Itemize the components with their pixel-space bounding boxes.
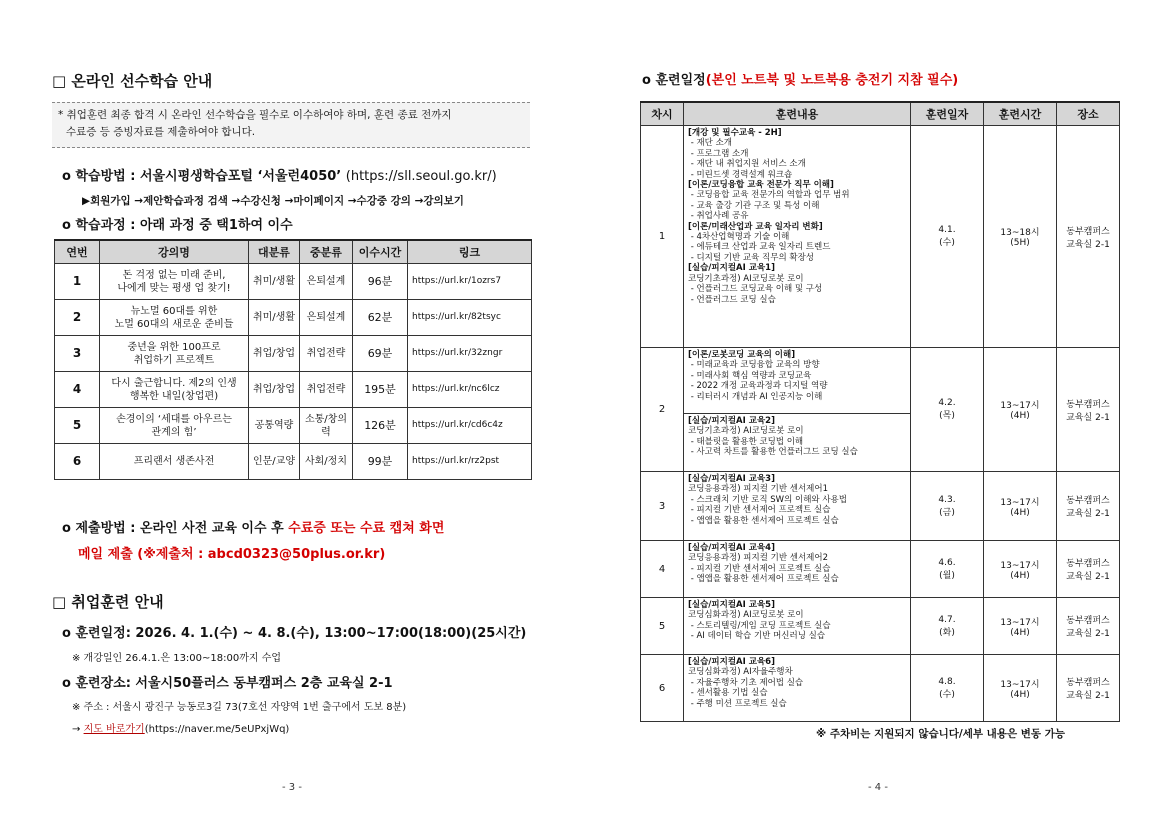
date-line: (수) [939,238,955,248]
session-content-line: - 미린드셋 경력설계 워크숍 [688,169,793,180]
col-header: 중분류 [300,240,353,264]
session-content [684,598,911,655]
date-line: (목) [939,411,955,421]
session-content-line: - 앱앱을 활용한 센서제어 프로젝트 실습 [688,515,839,526]
session-date [911,126,984,348]
session-time [984,472,1057,541]
course-link[interactable]: https://url.kr/nc6lcz [408,372,532,408]
course-name-line: 돈 걱정 없는 미래 준비, [122,269,226,281]
notice-line-1: * 취업훈련 최종 합격 시 온라인 선수학습을 필수로 이수하여야 하며, 훈련 종료 전까지 [58,109,452,121]
table-row [55,372,532,408]
course-name-line: 취업하기 프로젝트 [133,354,215,366]
time-line: 13~18시 [1000,228,1040,238]
session-content [684,348,911,472]
course-category: 취업/창업 [249,336,300,372]
study-steps: ▶회원가입 →제안학습과정 검색 →수강신청 →마이페이지 →수강중 강의 →강의보기 [82,195,464,207]
schedule-title [642,69,958,88]
place-line: 동부캠퍼스 [1066,496,1110,506]
schedule-title-red: (본인 노트북 및 노트북용 충전기 지참 필수) [705,73,959,88]
session-content-line: [실습/피지컬AI 교육2] [688,416,775,426]
date-line: 4.7. [938,614,956,625]
arrow-icon: → [72,724,81,735]
session-no: 4 [641,541,684,598]
session-content-line: - 센서활용 기법 실습 [688,688,768,699]
time-line: 13~17시 [1000,401,1040,411]
col-header: 이수시간 [353,240,408,264]
place-line: 교육실 2-1 [1066,572,1110,582]
session-content-line: [이론/미래산업과 교육 일자리 변화] [688,221,823,232]
course-name [100,300,249,336]
course-name-line: 나에게 맞는 평생 업 찾기! [117,282,231,294]
schedule-header-row [641,102,1120,126]
session-content-line: [실습/피지컬AI 교육4] [688,543,775,553]
place-line: 교육실 2-1 [1066,509,1110,519]
course-link[interactable]: https://url.kr/82tsyc [408,300,532,336]
place-line: 교육실 2-1 [1066,691,1110,701]
session-content-line: - 언플러그드 코딩교육 이해 및 구성 [688,284,823,295]
course-name-line: 다시 출근합니다. 제2의 인생 [111,377,237,389]
session-place [1057,472,1120,541]
course-name-line: 뉴노멀 60대를 위한 [130,305,218,317]
session-content-line: 코딩심화과정) AI코딩로봇 로이 [688,610,804,621]
date-line: 4.8. [938,676,956,687]
session-content-part [684,414,910,460]
session-content-line: - 피지컬 기반 센서제어 프로젝트 실습 [688,505,831,516]
session-content [684,541,911,598]
date-line: 4.6. [938,557,956,568]
session-no: 5 [641,598,684,655]
row-no: 1 [55,264,100,300]
session-content-line: - 미래교육과 코딩융합 교육의 방향 [688,360,820,371]
session-content-line: - 4차산업혁명과 기술 이해 [688,232,790,243]
col-header: 강의명 [100,240,249,264]
time-line: (4H) [1010,627,1030,638]
session-date [911,348,984,472]
session-content-line: [이론/로봇코딩 교육의 이해] [688,350,796,360]
course-time: 69분 [353,336,408,372]
course-category: 취업/창업 [249,372,300,408]
page-number-left: - 3 - [282,782,302,793]
place-line: 동부캠퍼스 [1066,616,1110,626]
course-category: 취미/생활 [249,300,300,336]
course-name-line: 관계의 힘’ [151,426,197,438]
schedule-note: ※ 개강일인 26.4.1.은 13:00~18:00까지 수업 [72,653,282,664]
table-header-row [55,240,532,264]
course-category: 취미/생활 [249,264,300,300]
date-line: (월) [939,570,955,581]
session-row [641,348,1120,472]
course-name-line: 행복한 내일(창업편) [129,390,219,402]
col-header: 장소 [1057,102,1120,126]
session-place [1057,541,1120,598]
course-table [54,239,532,480]
course-name [100,336,249,372]
session-content-line: [개강 및 필수교육 - 2H] [688,128,782,138]
session-row [641,472,1120,541]
course-name-line: 프리랜서 생존사전 [133,456,215,467]
session-content-line: - 재단 소개 [688,138,733,149]
session-content-line: - 주행 미션 프로젝트 실습 [688,698,787,709]
date-line: 4.1. [938,225,956,235]
course-name [100,264,249,300]
schedule-title-prefix: o 훈련일정 [642,73,706,88]
session-content-line: 코딩기초과정) AI코딩로봇 로이 [688,426,804,437]
row-no: 3 [55,336,100,372]
session-no: 2 [641,348,684,472]
session-content-line: - 프로그램 소개 [688,148,749,159]
col-header: 훈련일자 [911,102,984,126]
time-line: (4H) [1010,411,1030,421]
training-place: o 훈련장소: 서울시50플러스 동부캠퍼스 2층 교육실 2-1 [62,676,393,691]
place-line: 동부캠퍼스 [1066,559,1110,569]
session-content-line: 코딩기초과정) AI코딩로봇 로이 [688,273,804,284]
place-line: 동부캠퍼스 [1066,678,1110,688]
table-row [55,264,532,300]
course-subcategory: 은퇴설계 [300,300,353,336]
place-line: 동부캠퍼스 [1066,399,1110,410]
row-no: 6 [55,444,100,480]
session-time [984,655,1057,722]
row-no: 2 [55,300,100,336]
submit-red-text: 수료증 또는 수료 캡쳐 화면 [288,521,445,536]
course-time: 99분 [353,444,408,480]
session-content-line: - 코딩융합 교육 전문가의 역할과 업무 범위 [688,190,850,201]
time-line: (4H) [1010,570,1030,581]
session-content [684,472,911,541]
course-category: 공통역량 [249,408,300,444]
session-content-line: - 디지털 기반 교육 직무의 확장성 [688,252,815,263]
session-content-line: [실습/피지컬AI 교육5] [688,600,775,610]
section-title-training: □ 취업훈련 안내 [52,593,164,611]
session-content-line: - 피지컬 기반 센서제어 프로젝트 실습 [688,563,831,574]
session-content-line: 코딩응용과정) 피지컬 기반 센서제어2 [688,553,828,564]
time-line: 13~17시 [1000,497,1040,508]
time-line: (5H) [1010,238,1030,248]
date-line: (수) [939,689,955,700]
training-schedule: o 훈련일정: 2026. 4. 1.(수) ~ 4. 8.(수), 13:00~17:00(18:00)(25시간) [62,626,527,641]
session-content-line: - 언플러그드 코딩 실습 [688,294,776,305]
time-line: (4H) [1010,507,1030,518]
row-no: 5 [55,408,100,444]
course-time: 62분 [353,300,408,336]
prestudy-notice [52,102,530,148]
session-content-line: - 취업사례 공유 [688,211,749,222]
course-time: 96분 [353,264,408,300]
session-time [984,348,1057,472]
table-row [55,300,532,336]
col-header: 대분류 [249,240,300,264]
session-place [1057,348,1120,472]
course-name-line: 중년을 위한 100프로 [127,341,221,353]
course-link[interactable]: https://url.kr/rz2pst [408,444,532,480]
session-content-line: - 교육 출강 기관 구조 및 특성 이해 [688,200,820,211]
session-content [684,655,911,722]
date-line: 4.2. [938,398,956,408]
session-date [911,472,984,541]
col-header: 훈련시간 [984,102,1057,126]
date-line: (화) [939,627,955,638]
session-date [911,655,984,722]
course-time: 195분 [353,372,408,408]
session-content-line: - 앱앱을 활용한 센서제어 프로젝트 실습 [688,574,839,585]
session-place [1057,598,1120,655]
submit-label: o 제출방법 : 온라인 사전 교육 이수 후 [62,521,284,536]
course-name [100,372,249,408]
map-link-row [72,720,289,735]
study-method-url[interactable]: (https://sll.seoul.go.kr/) [345,169,497,184]
course-label: o 학습과정 : 아래 과정 중 택1하여 이수 [62,218,293,233]
map-link[interactable]: 지도 바로가기 [83,724,145,735]
time-line: 13~17시 [1000,617,1040,628]
session-content [684,126,911,348]
course-name [100,408,249,444]
session-content-line: - 에듀테크 산업과 교육 일자리 트렌드 [688,242,831,253]
col-header: 훈련내용 [684,102,911,126]
notice-line-2: 수료증 등 증빙자료를 제출하여야 합니다. [66,126,256,138]
session-content-line: - 재단 내 취업지원 서비스 소개 [688,159,806,170]
course-time: 126분 [353,408,408,444]
session-content-line: [실습/피지컬AI 교육6] [688,657,775,667]
col-header: 연번 [55,240,100,264]
place-line: 동부캠퍼스 [1066,226,1110,237]
time-line: 13~17시 [1000,560,1040,571]
study-method [62,165,497,184]
col-header: 링크 [408,240,532,264]
session-no: 3 [641,472,684,541]
session-row [641,655,1120,722]
table-row [55,336,532,372]
session-time [984,598,1057,655]
place-line: 교육실 2-1 [1066,239,1110,250]
session-content-line: [실습/피지컬AI 교육1] [688,263,775,274]
session-content-line: - 사고력 차트를 활용한 언플러그드 코딩 실습 [688,447,858,458]
session-place [1057,126,1120,348]
session-time [984,126,1057,348]
course-subcategory: 소통/창의력 [300,408,353,444]
session-content-part [684,348,910,414]
page-number-right: - 4 - [868,782,888,793]
session-content-line: - 미래사회 핵심 역량과 코딩교육 [688,370,812,381]
session-content-line: 코딩응용과정) 피지컬 기반 센서제어1 [688,484,828,495]
course-subcategory: 취업전략 [300,372,353,408]
section-title-online-prestudy: □ 온라인 선수학습 안내 [52,72,213,90]
date-line: 4.3. [938,494,956,505]
session-content-line: [이론/코딩융합 교육 전문가 직무 이해] [688,180,834,191]
session-content-line: - AI 데이터 학습 기반 머신러닝 실습 [688,631,826,642]
session-row [641,126,1120,348]
map-url[interactable]: (https://naver.me/5eUPxjWq) [144,724,290,735]
study-method-label: o 학습방법 : 서울시평생학습포털 ‘서울런4050’ [62,169,342,184]
course-name [100,444,249,480]
course-name-line: 노멀 60대의 새로운 준비들 [114,318,234,330]
course-category: 인문/교양 [249,444,300,480]
course-link[interactable]: https://url.kr/1ozrs7 [408,264,532,300]
course-link[interactable]: https://url.kr/cd6c4z [408,408,532,444]
col-header: 차시 [641,102,684,126]
parking-note: ※ 주차비는 지원되지 않습니다/세부 내용은 변동 가능 [816,728,1065,740]
session-content-line: [실습/피지컬AI 교육3] [688,474,775,484]
course-subcategory: 은퇴설계 [300,264,353,300]
row-no: 4 [55,372,100,408]
session-date [911,598,984,655]
place-line: 교육실 2-1 [1066,629,1110,639]
session-content-line: - 스토리텔링/게임 코딩 프로젝트 실습 [688,620,831,631]
session-no: 6 [641,655,684,722]
table-row [55,408,532,444]
course-subcategory: 취업전략 [300,336,353,372]
submit-method [62,517,444,536]
course-link[interactable]: https://url.kr/32zngr [408,336,532,372]
course-subcategory: 사회/정치 [300,444,353,480]
session-content-line: - 리터러시 개념과 AI 인공지능 이해 [688,391,823,402]
session-time [984,541,1057,598]
session-content-line: - 스크래치 기반 로직 SW의 이해와 사용법 [688,494,847,505]
time-line: 13~17시 [1000,679,1040,690]
session-content-line: - 태블릿을 활용한 코딩법 이해 [688,436,804,447]
session-no: 1 [641,126,684,348]
session-place [1057,655,1120,722]
time-line: (4H) [1010,689,1030,700]
schedule-table [640,101,1120,722]
session-content-line: - 자율주행차 기초 제어법 실습 [688,677,804,688]
date-line: (금) [939,507,955,518]
session-content-line: 코딩심화과정) AI자율주행차 [688,667,793,678]
course-name-line: 손경이의 ‘세대를 아우르는 [116,413,232,425]
session-content-line: - 2022 개정 교육과정과 디지털 역량 [688,381,828,392]
submit-email: 메일 제출 (※제출처 : abcd0323@50plus.or.kr) [78,547,386,562]
session-date [911,541,984,598]
place-line: 교육실 2-1 [1066,412,1110,423]
session-row [641,598,1120,655]
address-note: ※ 주소 : 서울시 광진구 능동로3길 73(7호선 자양역 1번 출구에서 도보 8분) [72,702,407,713]
table-row [55,444,532,480]
session-row [641,541,1120,598]
